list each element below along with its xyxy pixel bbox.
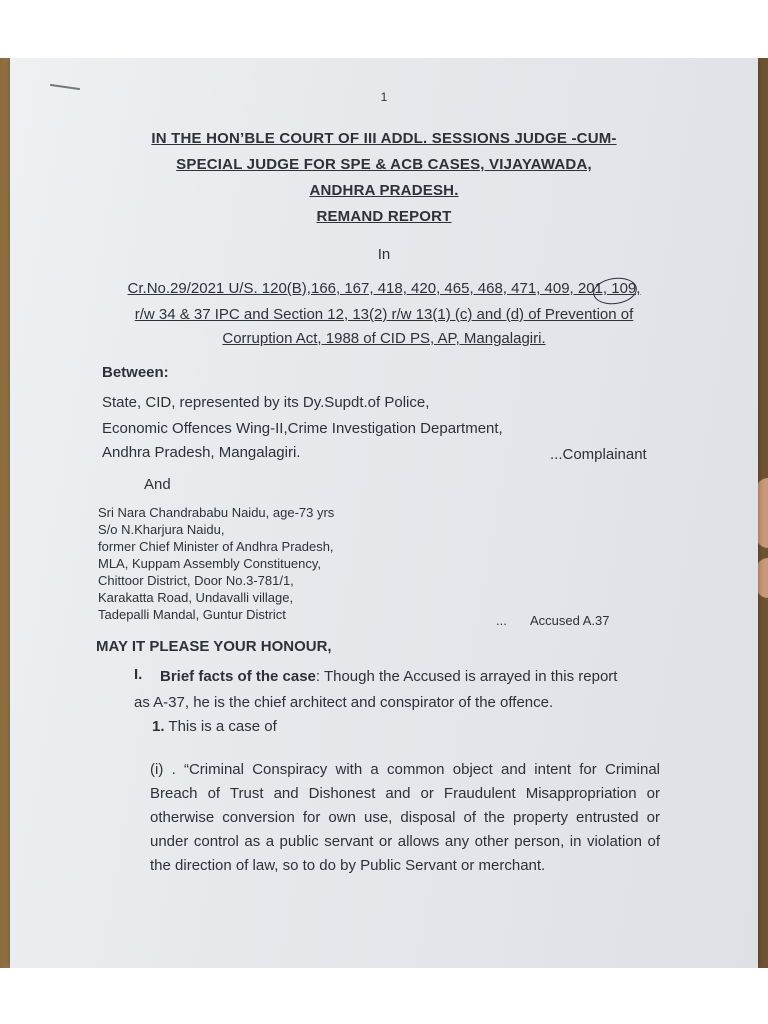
- accused-line5: Chittoor District, Door No.3-781/1,: [98, 573, 294, 588]
- document-photo: [0, 58, 768, 968]
- accused-dots: ...: [496, 613, 507, 628]
- case-ref-line2: r/w 34 & 37 IPC and Section 12, 13(2) r/w 13(1) (c) and (d) of Prevention of: [134, 306, 634, 323]
- case-ref-line1: Cr.No.29/2021 U/S. 120(B),166, 167, 418, 420, 465, 468, 471, 409, 201, 109,: [127, 280, 641, 297]
- section1-number: I.: [134, 666, 143, 683]
- court-heading-line3: ANDHRA PRADESH.: [309, 182, 459, 199]
- page-number: 1: [380, 90, 388, 104]
- complainant-line3: Andhra Pradesh, Mangalagiri.: [102, 444, 301, 461]
- clause-i-paragraph: (i) . “Criminal Conspiracy with a common object and intent for Criminal Breach of Trust and Dishonest and or Fraudulent Misappropriation or otherwise conversion for own use, disposal of the property entrusted or under control as a public servant or allows any other person, in violation of the direction of law, so to do by Public Servant or merchant.: [150, 761, 660, 874]
- case-ref-line3: Corruption Act, 1988 of CID PS, AP, Mangalagiri.: [222, 330, 546, 347]
- complainant-role: ...Complainant: [550, 446, 647, 463]
- complainant-line2: Economic Offences Wing-II,Crime Investigation Department,: [102, 420, 503, 437]
- accused-line4: MLA, Kuppam Assembly Constituency,: [98, 556, 322, 571]
- accused-line2: S/o N.Kharjura Naidu,: [98, 522, 225, 537]
- complainant-line1: State, CID, represented by its Dy.Supdt.of Police,: [102, 394, 430, 411]
- in-label: In: [377, 246, 391, 263]
- section1-label: Brief facts of the case: [160, 668, 316, 685]
- salutation: MAY IT PLEASE YOUR HONOUR,: [96, 638, 332, 655]
- section1-sub-text: This is a case of: [168, 718, 277, 735]
- section1-text-line2: as A-37, he is the chief architect and conspirator of the offence.: [134, 694, 554, 711]
- document-page: [10, 58, 758, 968]
- between-label: Between:: [102, 364, 169, 381]
- section1-sub-number: 1.: [152, 718, 165, 735]
- accused-line6: Karakatta Road, Undavalli village,: [98, 590, 294, 605]
- accused-line1: Sri Nara Chandrababu Naidu, age-73 yrs: [98, 505, 335, 520]
- accused-line7: Tadepalli Mandal, Guntur District: [98, 607, 286, 622]
- accused-role: Accused A.37: [530, 613, 610, 628]
- court-heading-line1: IN THE HON’BLE COURT OF III ADDL. SESSIONS JUDGE -CUM-: [151, 130, 617, 147]
- and-label: And: [144, 476, 171, 493]
- section1-text-line1: : Though the Accused is arrayed in this report: [315, 668, 618, 685]
- report-title: REMAND REPORT: [316, 208, 452, 225]
- accused-line3: former Chief Minister of Andhra Pradesh,: [98, 539, 334, 554]
- court-heading-line2: SPECIAL JUDGE FOR SPE & ACB CASES, VIJAYAWADA,: [176, 156, 592, 173]
